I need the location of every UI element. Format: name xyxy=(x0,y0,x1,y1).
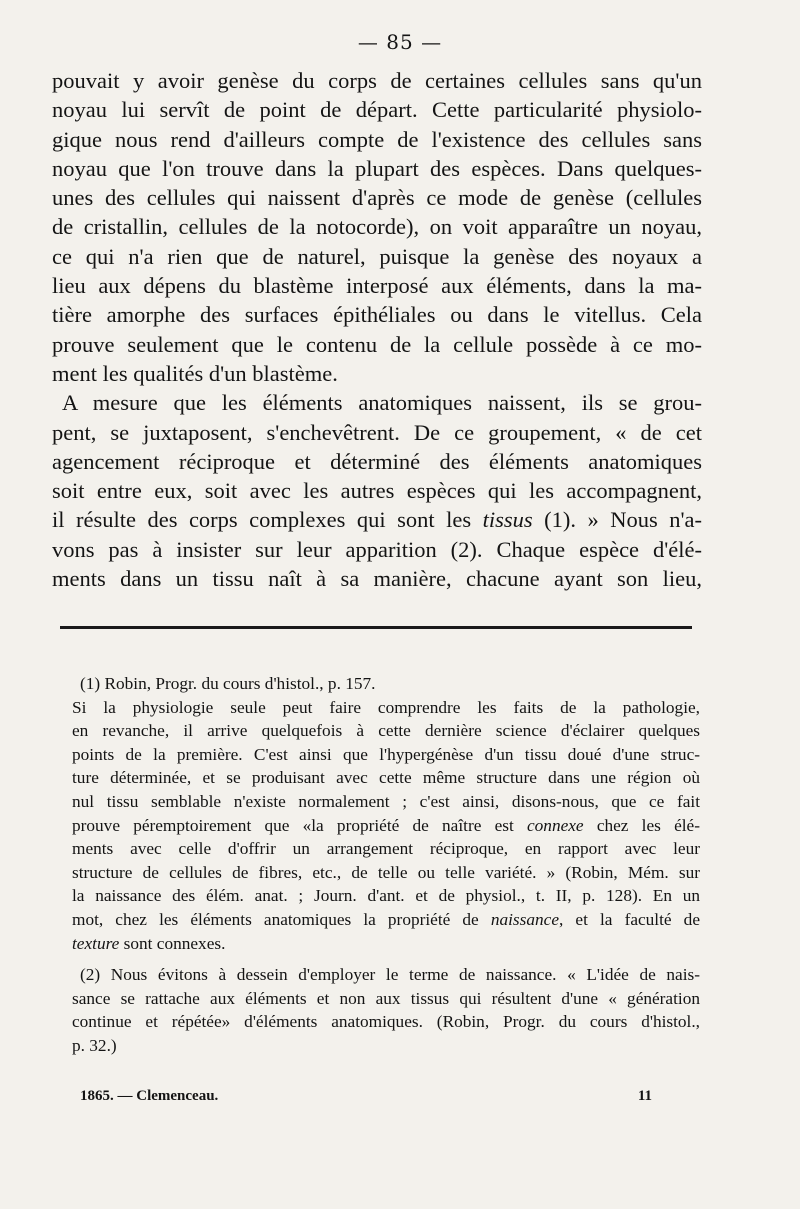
footnote-line xyxy=(72,932,700,956)
text-line: vons pas à insister sur leur apparition (2). Chaque espèce d'élé- xyxy=(52,536,702,562)
text-line: pouvait y avoir genèse du corps de certaines cellules sans qu'un xyxy=(52,68,702,93)
signature-mark: 1865. — Clemenceau. xyxy=(80,1088,219,1104)
text-run: chez les élé- xyxy=(583,815,700,835)
text-run: il résulte des corps complexes qui sont les xyxy=(52,507,483,533)
text-run: sont connexes. xyxy=(119,933,226,953)
text-line: noyau que l'on trouve dans la plupart des espèces. Dans quelques- xyxy=(52,155,702,181)
text-run: (1). » Nous n'a- xyxy=(532,507,702,533)
text-line: de cristallin, cellules de la notocorde), on voit apparaître un noyau, xyxy=(52,214,702,240)
text-line: tière amorphe des surfaces épithéliales ou dans le vitellus. Cela xyxy=(52,302,702,328)
text-run: , et la faculté de xyxy=(558,909,700,929)
text-line: agencement réciproque et déterminé des éléments anatomiques xyxy=(52,448,702,474)
text-line: lieu aux dépens du blastème interposé aux éléments, dans la ma- xyxy=(52,273,702,299)
footnote-line: points de la première. C'est ainsi que l'hypergénèse d'un tissu doué d'une struc- xyxy=(72,744,700,764)
text-line: ments dans un tissu naît à sa manière, chacune ayant son lieu, xyxy=(52,566,702,592)
footnote-line: p. 32.) xyxy=(72,1035,117,1055)
footnote-rule xyxy=(60,626,692,629)
footnote-line xyxy=(72,908,700,932)
italic-term-tissus: tissus xyxy=(482,507,533,533)
text-line: noyau lui servît de point de départ. Cette particularité physiolo- xyxy=(52,97,702,123)
text-line: unes des cellules qui naissent d'après ce mode de genèse (cellules xyxy=(52,185,702,211)
text-line: pent, se juxtaposent, s'enchevêtrent. De ce groupement, « de cet xyxy=(52,419,702,445)
text-line: gique nous rend d'ailleurs compte de l'existence des cellules sans xyxy=(52,126,702,152)
text-run: mot, chez les éléments anatomiques la propriété de xyxy=(72,909,491,929)
text-line: prouve seulement que le contenu de la cellule possède à ce mo- xyxy=(52,331,702,357)
footnotes xyxy=(72,672,700,1058)
italic-term-texture: texture xyxy=(72,933,120,953)
text-line: ce qui n'a rien que de naturel, puisque la genèse des noyaux a xyxy=(52,243,702,269)
footnote-line: Si la physiologie seule peut faire comprendre les faits de la pathologie, xyxy=(72,697,700,717)
text-line xyxy=(52,505,702,534)
footnote-line: ments avec celle d'offrir un arrangement réciproque, en rapport avec leur xyxy=(72,839,700,859)
italic-term-connexe: connexe xyxy=(527,815,584,835)
footnote-line: nul tissu semblable n'existe normalement ; c'est ainsi, disons-nous, que ce fait xyxy=(72,791,700,811)
signature-number: 11 xyxy=(637,1088,652,1104)
footnote-line: en revanche, il arrive quelquefois à cette dernière science d'éclairer quelques xyxy=(72,721,700,741)
footnote-line: la naissance des élém. anat. ; Journ. d'ant. et de physiol., t. II, p. 128). En un xyxy=(72,886,700,906)
italic-term-naissance: naissance xyxy=(490,909,559,929)
footnote-line: structure de cellules de fibres, etc., de telle ou telle variété. » (Robin, Mém. sur xyxy=(72,862,700,882)
main-text xyxy=(52,66,702,593)
footnote-line: continue et répétée» d'éléments anatomiques. (Robin, Progr. du cours d'histol., xyxy=(72,1012,700,1032)
footnote-gap xyxy=(72,955,700,963)
text-line: soit entre eux, soit avec les autres espèces qui les accompagnent, xyxy=(52,478,702,504)
page-number: — 85 — xyxy=(357,30,443,54)
footnote-line xyxy=(72,814,700,838)
text-line: ment les qualités d'un blastème. xyxy=(52,360,338,386)
footnote-line: sance se rattache aux éléments et non aux tissus qui résultent d'une « génération xyxy=(72,988,700,1008)
text-line: A mesure que les éléments anatomiques naissent, ils se grou- xyxy=(62,390,702,416)
footnote-line: ture déterminée, et se produisant avec cette même structure dans une région où xyxy=(72,768,700,788)
text-run: prouve péremptoirement que «la propriété de naître est xyxy=(72,815,527,835)
footnote-1-ref: (1) Robin, Progr. du cours d'histol., p. 157. xyxy=(80,674,376,693)
footnote-2-line: (2) Nous évitons à dessein d'employer le terme de naissance. « L'idée de nais- xyxy=(80,965,700,985)
